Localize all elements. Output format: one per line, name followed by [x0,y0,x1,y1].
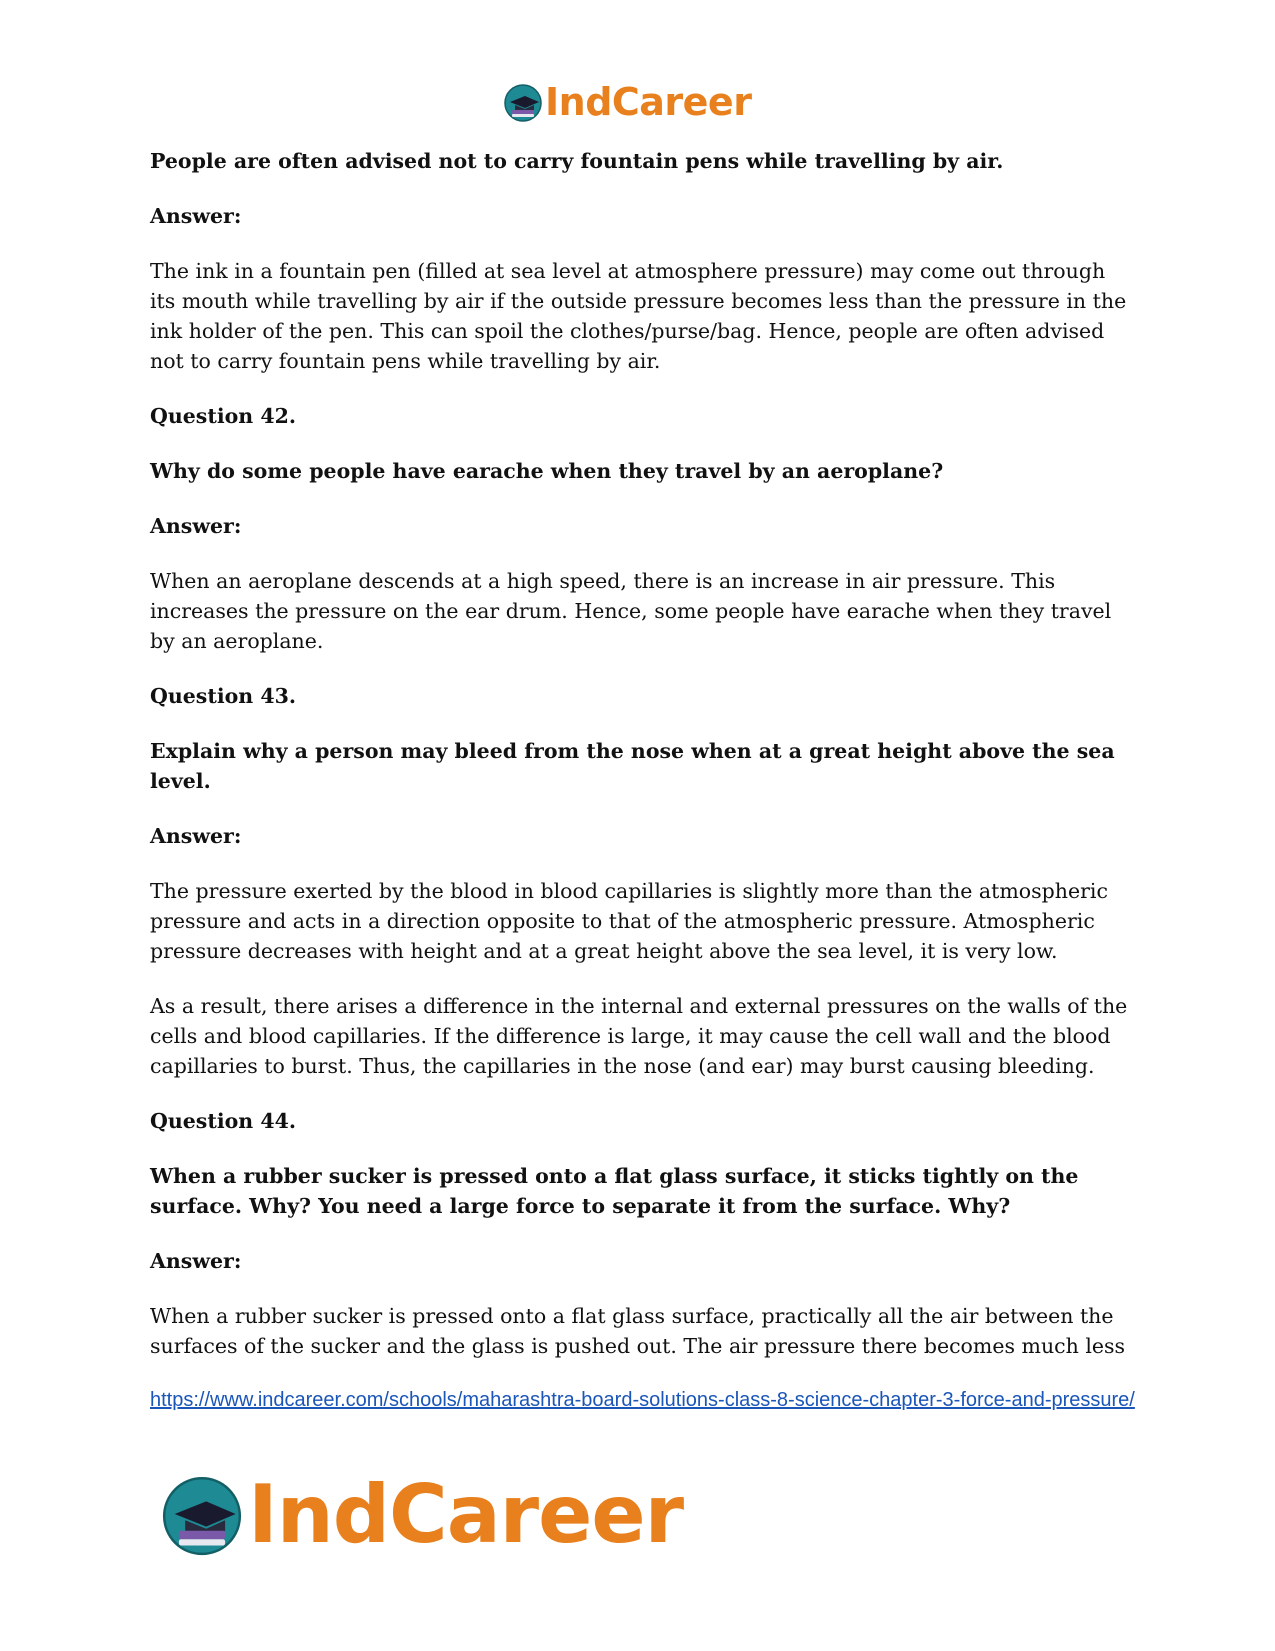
bold-paragraph: Explain why a person may bleed from the nose when at a great height above the sea level. [150,739,1115,793]
header-logo [503,78,751,126]
document-body [150,146,1135,1386]
bold-paragraph: When a rubber sucker is pressed onto a flat glass surface, it sticks tightly on the surface. Why? You need a large force to separate it from the surface. Why? [150,1164,1079,1218]
bold-paragraph: Answer: [150,204,242,228]
paragraph: When a rubber sucker is pressed onto a flat glass surface, practically all the air between the surfaces of the sucker and the glass is pushed out. The air pressure there becomes much less [150,1304,1126,1358]
header-logo-text: IndCareer [545,80,752,124]
footer-logo-text: IndCareer [248,1467,684,1561]
bold-paragraph: People are often advised not to carry fountain pens while travelling by air. [150,149,1004,173]
bold-paragraph: Question 43. [150,684,296,708]
bold-paragraph: Answer: [150,1249,242,1273]
bold-paragraph: Question 44. [150,1109,296,1133]
graduation-book-icon [503,82,543,122]
bold-paragraph: Question 42. [150,404,296,428]
source-link[interactable]: https://www.indcareer.com/schools/maharashtra-board-solutions-class-8-science-chapter-3-force-and-pressure/ [150,1389,1135,1411]
bold-paragraph: Why do some people have earache when they travel by an aeroplane? [150,459,944,483]
paragraph: The pressure exerted by the blood in blood capillaries is slightly more than the atmospheric pressure and acts in a direction opposite to that of the atmospheric pressure. Atmospheric pressure decreases with height and at a great height above the sea level, it is very low. [150,879,1108,963]
paragraph: As a result, there arises a difference in the internal and external pressures on the walls of the cells and blood capillaries. If the difference is large, it may cause the cell wall and the blood capillaries to burst. Thus, the capillaries in the nose (and ear) may burst causing bleeding. [150,994,1128,1078]
bold-paragraph: Answer: [150,824,242,848]
bold-paragraph: Answer: [150,514,242,538]
graduation-book-icon [160,1472,244,1556]
paragraph: The ink in a fountain pen (filled at sea level at atmosphere pressure) may come out through its mouth while travelling by air if the outside pressure becomes less than the pressure in the ink holder of the pen. This can spoil the clothes/purse/bag. Hence, people are often advised not to carry fountain pens while travelling by air. [150,259,1127,373]
footer-logo [160,1468,683,1560]
paragraph: When an aeroplane descends at a high speed, there is an increase in air pressure. This increases the pressure on the ear drum. Hence, some people have earache when they travel by an aeroplane. [150,569,1112,653]
